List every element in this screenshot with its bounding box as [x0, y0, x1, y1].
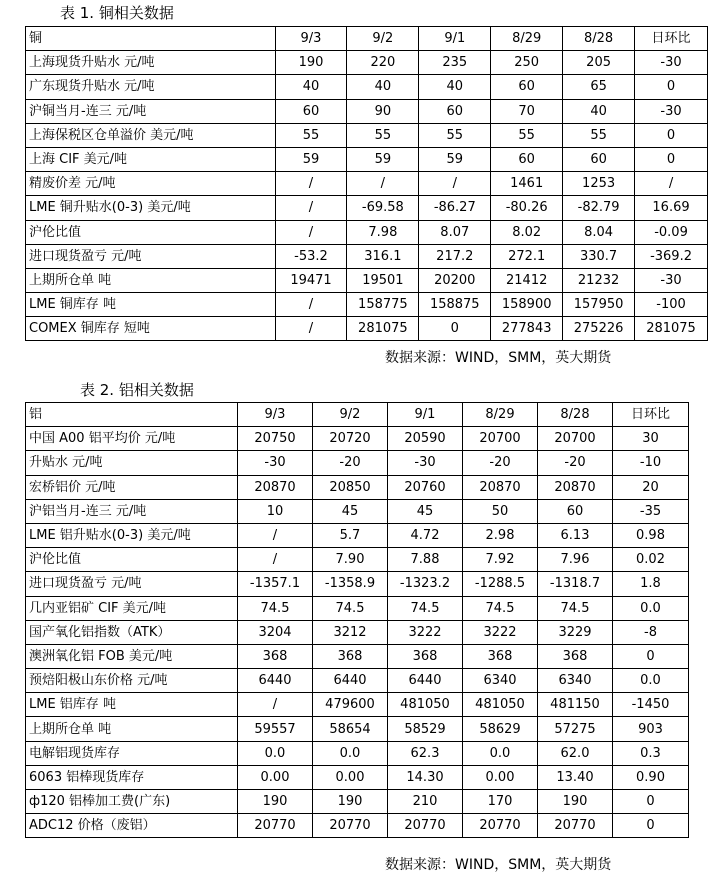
- table-cell: /: [275, 317, 347, 341]
- table-cell: 481150: [538, 693, 613, 717]
- table-row: [26, 765, 689, 789]
- table-cell: 158775: [347, 293, 419, 317]
- table-cell: 45: [313, 499, 388, 523]
- table-cell: 62.3: [388, 741, 463, 765]
- table-cell: -0.09: [635, 220, 708, 244]
- table-cell: 40: [275, 75, 347, 99]
- row-label: 国产氧化铝指数（ATK）: [26, 620, 238, 644]
- table-cell: 2.98: [463, 523, 538, 547]
- row-label: LME 铝升贴水(0-3) 美元/吨: [26, 523, 238, 547]
- table-cell: 8.07: [419, 220, 491, 244]
- table-cell: 7.92: [463, 548, 538, 572]
- table-cell: -69.58: [347, 196, 419, 220]
- row-label: 沪伦比值: [26, 220, 276, 244]
- table-cell: 59: [347, 147, 419, 171]
- table-cell: 57275: [538, 717, 613, 741]
- table-cell: 0.0: [613, 596, 689, 620]
- table-cell: 190: [275, 51, 347, 75]
- table-cell: 6440: [313, 669, 388, 693]
- table-cell: 7.88: [388, 548, 463, 572]
- table1-source: 数据来源：WIND，SMM，英大期货: [385, 350, 612, 366]
- table-cell: 0: [613, 814, 689, 838]
- table-cell: 59557: [238, 717, 313, 741]
- table-cell: /: [275, 220, 347, 244]
- table-row: [26, 317, 708, 341]
- table-cell: 235: [419, 51, 491, 75]
- table-cell: 20870: [538, 475, 613, 499]
- header-cell: 8/28: [563, 27, 635, 51]
- table-cell: 74.5: [463, 596, 538, 620]
- row-label: 上期所仓单 吨: [26, 268, 276, 292]
- table-cell: -100: [635, 293, 708, 317]
- table-cell: 3212: [313, 620, 388, 644]
- table-row: [26, 220, 708, 244]
- header-row: [26, 403, 689, 427]
- table-cell: -1288.5: [463, 572, 538, 596]
- row-label: 上海现货升贴水 元/吨: [26, 51, 276, 75]
- row-label: 上海保税区仓单溢价 美元/吨: [26, 123, 276, 147]
- table-cell: 60: [491, 75, 563, 99]
- table-cell: 368: [463, 644, 538, 668]
- table-cell: -1318.7: [538, 572, 613, 596]
- table-row: [26, 717, 689, 741]
- table-cell: 60: [419, 99, 491, 123]
- header-cell: 9/1: [388, 403, 463, 427]
- row-label: 广东现货升贴水 元/吨: [26, 75, 276, 99]
- table-cell: 0.0: [313, 741, 388, 765]
- table-row: [26, 147, 708, 171]
- table-cell: 60: [491, 147, 563, 171]
- table2-source: 数据来源：WIND，SMM，英大期货: [385, 857, 612, 873]
- table-row: [26, 693, 689, 717]
- table-cell: 210: [388, 790, 463, 814]
- table-cell: 368: [238, 644, 313, 668]
- row-label: 进口现货盈亏 元/吨: [26, 572, 238, 596]
- table-cell: 275226: [563, 317, 635, 341]
- table-cell: 19501: [347, 268, 419, 292]
- table-row: [26, 790, 689, 814]
- table-cell: 5.7: [313, 523, 388, 547]
- table-cell: 217.2: [419, 244, 491, 268]
- table-cell: 20770: [388, 814, 463, 838]
- table-cell: /: [275, 172, 347, 196]
- table-row: [26, 596, 689, 620]
- row-label: 几内亚铝矿 CIF 美元/吨: [26, 596, 238, 620]
- table-row: [26, 99, 708, 123]
- table-cell: -30: [388, 451, 463, 475]
- table-cell: 0.00: [238, 765, 313, 789]
- table-cell: 55: [563, 123, 635, 147]
- table-cell: 74.5: [313, 596, 388, 620]
- table-cell: 0: [613, 790, 689, 814]
- table-cell: 3222: [388, 620, 463, 644]
- row-label: 沪铝当月-连三 元/吨: [26, 499, 238, 523]
- table-cell: 316.1: [347, 244, 419, 268]
- table-cell: 368: [388, 644, 463, 668]
- table-cell: 0: [613, 644, 689, 668]
- table-cell: 20760: [388, 475, 463, 499]
- table-cell: 368: [313, 644, 388, 668]
- table-cell: -369.2: [635, 244, 708, 268]
- header-cell: 9/3: [238, 403, 313, 427]
- table-cell: 3222: [463, 620, 538, 644]
- row-label: 宏桥铝价 元/吨: [26, 475, 238, 499]
- row-label: COMEX 铜库存 短吨: [26, 317, 276, 341]
- table-cell: 3229: [538, 620, 613, 644]
- table-cell: 1.8: [613, 572, 689, 596]
- table-cell: 55: [347, 123, 419, 147]
- table-cell: -8: [613, 620, 689, 644]
- table-cell: 20770: [238, 814, 313, 838]
- table-cell: 0.0: [613, 669, 689, 693]
- header-cell: 8/29: [491, 27, 563, 51]
- row-label: 进口现货盈亏 元/吨: [26, 244, 276, 268]
- row-label: 上海 CIF 美元/吨: [26, 147, 276, 171]
- table-cell: 0.02: [613, 548, 689, 572]
- table-cell: 8.02: [491, 220, 563, 244]
- header-cell: 9/3: [275, 27, 347, 51]
- table-cell: 60: [275, 99, 347, 123]
- table-row: [26, 572, 689, 596]
- table-cell: 0.98: [613, 523, 689, 547]
- table-cell: 20870: [238, 475, 313, 499]
- table-cell: 190: [313, 790, 388, 814]
- row-label: 精废价差 元/吨: [26, 172, 276, 196]
- table-row: [26, 268, 708, 292]
- header-cell: 日环比: [613, 403, 689, 427]
- table-cell: 20850: [313, 475, 388, 499]
- table-cell: 45: [388, 499, 463, 523]
- table-cell: 7.90: [313, 548, 388, 572]
- row-label: 电解铝现货库存: [26, 741, 238, 765]
- header-cell: 铜: [26, 27, 276, 51]
- table-cell: 20200: [419, 268, 491, 292]
- table-cell: 1461: [491, 172, 563, 196]
- table-cell: 59: [275, 147, 347, 171]
- table-cell: 481050: [463, 693, 538, 717]
- table-cell: 74.5: [238, 596, 313, 620]
- table-cell: -20: [313, 451, 388, 475]
- table-cell: 10: [238, 499, 313, 523]
- table-row: [26, 172, 708, 196]
- table-cell: 20770: [313, 814, 388, 838]
- table-cell: 20770: [538, 814, 613, 838]
- table-cell: 0: [635, 123, 708, 147]
- table-cell: 1253: [563, 172, 635, 196]
- table-cell: -30: [238, 451, 313, 475]
- table-cell: -1358.9: [313, 572, 388, 596]
- table-cell: /: [238, 523, 313, 547]
- table-cell: 20770: [463, 814, 538, 838]
- table-cell: 62.0: [538, 741, 613, 765]
- table-cell: 74.5: [388, 596, 463, 620]
- table-cell: 74.5: [538, 596, 613, 620]
- table-cell: 21412: [491, 268, 563, 292]
- row-label: ф120 铝棒加工费(广东): [26, 790, 238, 814]
- copper-data-table: [25, 26, 708, 341]
- table-cell: 8.04: [563, 220, 635, 244]
- header-row: [26, 27, 708, 51]
- table-cell: 0.0: [238, 741, 313, 765]
- header-cell: 9/1: [419, 27, 491, 51]
- table-cell: -30: [635, 51, 708, 75]
- header-cell: 铝: [26, 403, 238, 427]
- table-row: [26, 293, 708, 317]
- table-cell: /: [238, 548, 313, 572]
- row-label: 沪铜当月-连三 元/吨: [26, 99, 276, 123]
- table-row: [26, 427, 689, 451]
- table-row: [26, 123, 708, 147]
- table-row: [26, 244, 708, 268]
- table-cell: 20590: [388, 427, 463, 451]
- table-cell: 0.3: [613, 741, 689, 765]
- table-row: [26, 669, 689, 693]
- table-cell: 220: [347, 51, 419, 75]
- table-row: [26, 51, 708, 75]
- table-cell: 50: [463, 499, 538, 523]
- table-cell: 158875: [419, 293, 491, 317]
- table-cell: 20: [613, 475, 689, 499]
- table-cell: 157950: [563, 293, 635, 317]
- table-cell: -1450: [613, 693, 689, 717]
- row-label: 预焙阳极山东价格 元/吨: [26, 669, 238, 693]
- table-cell: /: [347, 172, 419, 196]
- table-cell: 55: [491, 123, 563, 147]
- table-cell: 60: [538, 499, 613, 523]
- table-row: [26, 644, 689, 668]
- row-label: 沪伦比值: [26, 548, 238, 572]
- table-cell: 40: [347, 75, 419, 99]
- table-cell: /: [275, 196, 347, 220]
- table-cell: /: [238, 693, 313, 717]
- table-cell: 58654: [313, 717, 388, 741]
- table-cell: 20700: [538, 427, 613, 451]
- table-cell: -20: [463, 451, 538, 475]
- table-cell: 19471: [275, 268, 347, 292]
- table-row: [26, 451, 689, 475]
- table-cell: -30: [635, 99, 708, 123]
- table-cell: -10: [613, 451, 689, 475]
- table-cell: -86.27: [419, 196, 491, 220]
- header-cell: 9/2: [347, 27, 419, 51]
- row-label: 升贴水 元/吨: [26, 451, 238, 475]
- table2-title: 表 2. 铝相关数据: [80, 381, 194, 399]
- table-cell: 14.30: [388, 765, 463, 789]
- table-cell: 59: [419, 147, 491, 171]
- table-cell: 281075: [347, 317, 419, 341]
- table-cell: 4.72: [388, 523, 463, 547]
- header-cell: 日环比: [635, 27, 708, 51]
- row-label: LME 铜库存 吨: [26, 293, 276, 317]
- table-cell: 281075: [635, 317, 708, 341]
- table-cell: 6340: [463, 669, 538, 693]
- table-cell: 65: [563, 75, 635, 99]
- table-row: [26, 475, 689, 499]
- table-row: [26, 523, 689, 547]
- table-row: [26, 620, 689, 644]
- table-cell: 58529: [388, 717, 463, 741]
- header-cell: 8/28: [538, 403, 613, 427]
- table-cell: /: [419, 172, 491, 196]
- aluminum-data-table: [25, 402, 689, 838]
- row-label: LME 铝库存 吨: [26, 693, 238, 717]
- table-cell: 70: [491, 99, 563, 123]
- row-label: LME 铜升贴水(0-3) 美元/吨: [26, 196, 276, 220]
- table-cell: -53.2: [275, 244, 347, 268]
- table-cell: 30: [613, 427, 689, 451]
- table-cell: -30: [635, 268, 708, 292]
- header-cell: 9/2: [313, 403, 388, 427]
- table-cell: 190: [238, 790, 313, 814]
- table-cell: 205: [563, 51, 635, 75]
- row-label: 澳洲氧化铝 FOB 美元/吨: [26, 644, 238, 668]
- table-cell: 6440: [238, 669, 313, 693]
- table-cell: /: [275, 293, 347, 317]
- table-cell: 21232: [563, 268, 635, 292]
- table1-title: 表 1. 铜相关数据: [60, 4, 174, 22]
- row-label: 6063 铝棒现货库存: [26, 765, 238, 789]
- table-cell: 55: [419, 123, 491, 147]
- table-cell: 40: [563, 99, 635, 123]
- table-cell: 6340: [538, 669, 613, 693]
- table-cell: 3204: [238, 620, 313, 644]
- table-cell: 0: [635, 75, 708, 99]
- row-label: 上期所仓单 吨: [26, 717, 238, 741]
- table-cell: 0.90: [613, 765, 689, 789]
- table-row: [26, 814, 689, 838]
- table-cell: 158900: [491, 293, 563, 317]
- table-cell: 40: [419, 75, 491, 99]
- table-cell: 903: [613, 717, 689, 741]
- table-cell: 272.1: [491, 244, 563, 268]
- table-cell: 0: [419, 317, 491, 341]
- table-cell: 190: [538, 790, 613, 814]
- table-cell: 330.7: [563, 244, 635, 268]
- table-cell: 20870: [463, 475, 538, 499]
- table-row: [26, 548, 689, 572]
- table-row: [26, 741, 689, 765]
- header-cell: 8/29: [463, 403, 538, 427]
- table-cell: 250: [491, 51, 563, 75]
- table-cell: 0.00: [463, 765, 538, 789]
- table-cell: 7.96: [538, 548, 613, 572]
- table-cell: 170: [463, 790, 538, 814]
- table-cell: 481050: [388, 693, 463, 717]
- table-cell: 479600: [313, 693, 388, 717]
- table-cell: 0: [635, 147, 708, 171]
- table-cell: 7.98: [347, 220, 419, 244]
- table-row: [26, 499, 689, 523]
- table-cell: 0.00: [313, 765, 388, 789]
- table-cell: -80.26: [491, 196, 563, 220]
- table-cell: 20700: [463, 427, 538, 451]
- table-cell: 60: [563, 147, 635, 171]
- table-cell: -1357.1: [238, 572, 313, 596]
- table-cell: -82.79: [563, 196, 635, 220]
- table-cell: 90: [347, 99, 419, 123]
- table-cell: /: [635, 172, 708, 196]
- table-cell: -20: [538, 451, 613, 475]
- table-cell: 6440: [388, 669, 463, 693]
- table-row: [26, 75, 708, 99]
- table-cell: -35: [613, 499, 689, 523]
- table-cell: 0.0: [463, 741, 538, 765]
- table-cell: 16.69: [635, 196, 708, 220]
- table-cell: 368: [538, 644, 613, 668]
- row-label: 中国 A00 铝平均价 元/吨: [26, 427, 238, 451]
- table-row: [26, 196, 708, 220]
- table-cell: 55: [275, 123, 347, 147]
- table-cell: 6.13: [538, 523, 613, 547]
- table-cell: -1323.2: [388, 572, 463, 596]
- row-label: ADC12 价格（废铝）: [26, 814, 238, 838]
- table-cell: 58629: [463, 717, 538, 741]
- table-cell: 20750: [238, 427, 313, 451]
- table-cell: 277843: [491, 317, 563, 341]
- table-cell: 13.40: [538, 765, 613, 789]
- table-cell: 20720: [313, 427, 388, 451]
